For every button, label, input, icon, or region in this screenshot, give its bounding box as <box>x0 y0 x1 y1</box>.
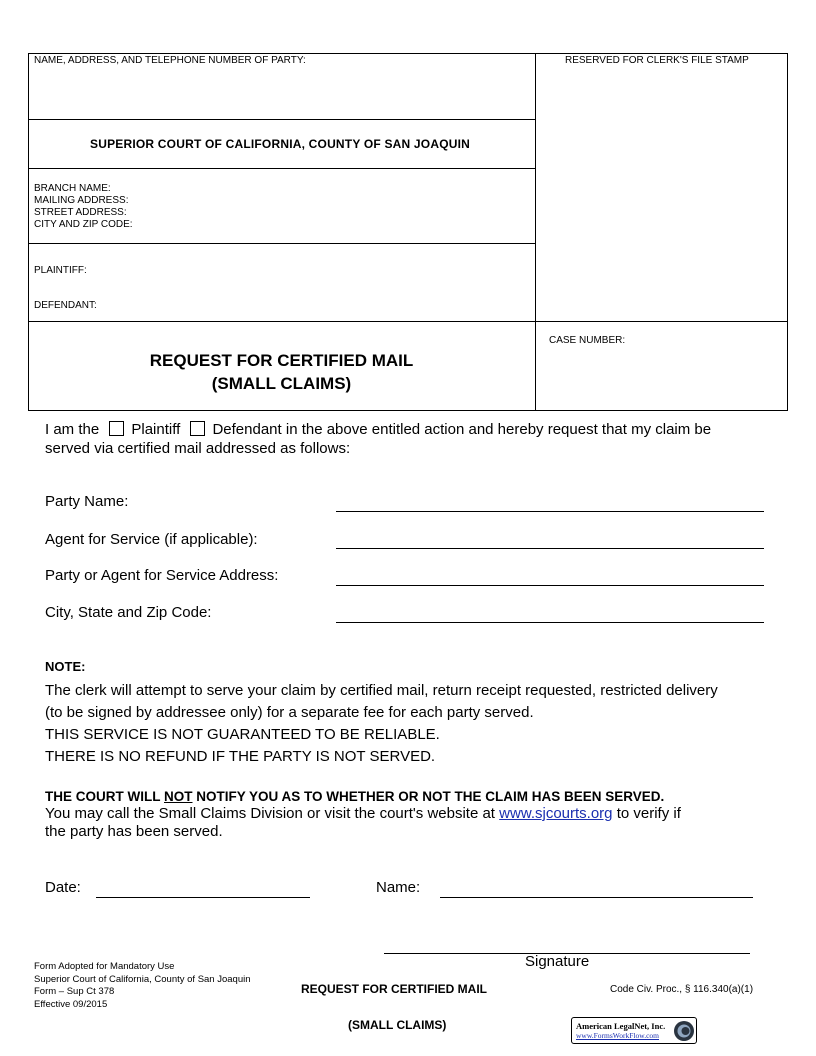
agent-for-service-label: Agent for Service (if applicable): <box>45 531 258 548</box>
city-state-zip-label: City, State and Zip Code: <box>45 604 212 621</box>
party-info-label: NAME, ADDRESS, AND TELEPHONE NUMBER OF PARTY: <box>34 55 306 66</box>
name-input[interactable] <box>440 897 753 898</box>
branch-name-label: BRANCH NAME: <box>34 183 111 194</box>
court-notice-pre: THE COURT WILL <box>45 789 164 804</box>
clerk-stamp-label: RESERVED FOR CLERK'S FILE STAMP <box>565 55 749 66</box>
branch-info <box>34 183 133 231</box>
form-title <box>28 349 535 395</box>
service-address-input[interactable] <box>336 585 764 586</box>
form-title-line2: (SMALL CLAIMS) <box>211 374 352 393</box>
court-notice-heading <box>45 789 664 804</box>
footer-code-ref: Code Civ. Proc., § 116.340(a)(1) <box>610 984 754 995</box>
court-notice-not: NOT <box>164 789 193 804</box>
plaintiff-option-label: Plaintiff <box>131 421 181 438</box>
plaintiff-checkbox[interactable] <box>109 421 124 436</box>
footer-title: REQUEST FOR CERTIFIED MAIL <box>301 982 487 996</box>
date-input[interactable] <box>96 897 310 898</box>
footer-adopted-line: Form Adopted for Mandatory Use <box>34 961 175 972</box>
intro-text <box>45 420 775 458</box>
note-body <box>45 680 785 724</box>
defendant-label: DEFENDANT: <box>34 300 97 311</box>
service-address-label: Party or Agent for Service Address: <box>45 567 279 584</box>
court-notice-body <box>45 805 785 841</box>
note-line2: (to be signed by addressee only) for a separate fee for each party served. <box>45 704 534 721</box>
defendant-option-label: Defendant in the above entitled action and hereby request that my claim be <box>212 421 712 438</box>
note-heading: NOTE: <box>45 659 86 674</box>
footer-subtitle: (SMALL CLAIMS) <box>348 1018 447 1032</box>
court-notice-line3: the party has been served. <box>45 823 223 840</box>
court-website-link[interactable]: www.sjcourts.org <box>499 805 613 822</box>
i-am-the-text: I am the <box>45 421 100 438</box>
name-label: Name: <box>376 879 421 896</box>
court-name: SUPERIOR COURT OF CALIFORNIA, COUNTY OF SAN JOAQUIN <box>90 137 470 151</box>
street-address-label: STREET ADDRESS: <box>34 207 127 218</box>
footer-court-line: Superior Court of California, County of San Joaquin <box>34 973 251 985</box>
date-label: Date: <box>45 879 81 896</box>
court-notice-line2-post: to verify if <box>612 805 681 822</box>
footer-effective-date: Effective 09/2015 <box>34 998 108 1010</box>
case-number-label: CASE NUMBER: <box>549 335 626 346</box>
court-notice-line2-pre: You may call the Small Claims Division or visit the court's website at <box>45 805 500 822</box>
party-name-input[interactable] <box>336 511 764 512</box>
city-state-zip-input[interactable] <box>336 622 764 623</box>
intro-line2: served via certified mail addressed as follows: <box>45 440 351 457</box>
american-legalnet-logo <box>571 1017 697 1044</box>
note-line3: THIS SERVICE IS NOT GUARANTEED TO BE RELIABLE. <box>45 726 440 743</box>
mailing-address-label: MAILING ADDRESS: <box>34 195 129 206</box>
defendant-checkbox[interactable] <box>190 421 205 436</box>
footer-adoption-info <box>34 961 251 1011</box>
party-name-label: Party Name: <box>45 493 129 510</box>
logo-website: www.FormsWorkFlow.com <box>576 1031 660 1040</box>
plaintiff-label: PLAINTIFF: <box>34 265 87 276</box>
globe-icon <box>673 1020 695 1042</box>
agent-for-service-input[interactable] <box>336 548 764 549</box>
logo-company-name: American LegalNet, Inc. <box>576 1021 666 1031</box>
signature-label: Signature <box>525 953 590 970</box>
note-line4: THERE IS NO REFUND IF THE PARTY IS NOT SERVED. <box>45 748 436 765</box>
form-title-line1: REQUEST FOR CERTIFIED MAIL <box>149 351 414 370</box>
city-zip-label: CITY AND ZIP CODE: <box>34 219 133 230</box>
note-line1: The clerk will attempt to serve your claim by certified mail, return receipt requested, restricted delivery <box>45 682 718 699</box>
court-notice-post: NOTIFY YOU AS TO WHETHER OR NOT THE CLAIM HAS BEEN SERVED. <box>192 789 665 804</box>
footer-form-number: Form – Sup Ct 378 <box>34 986 115 997</box>
note-warnings <box>45 724 440 768</box>
